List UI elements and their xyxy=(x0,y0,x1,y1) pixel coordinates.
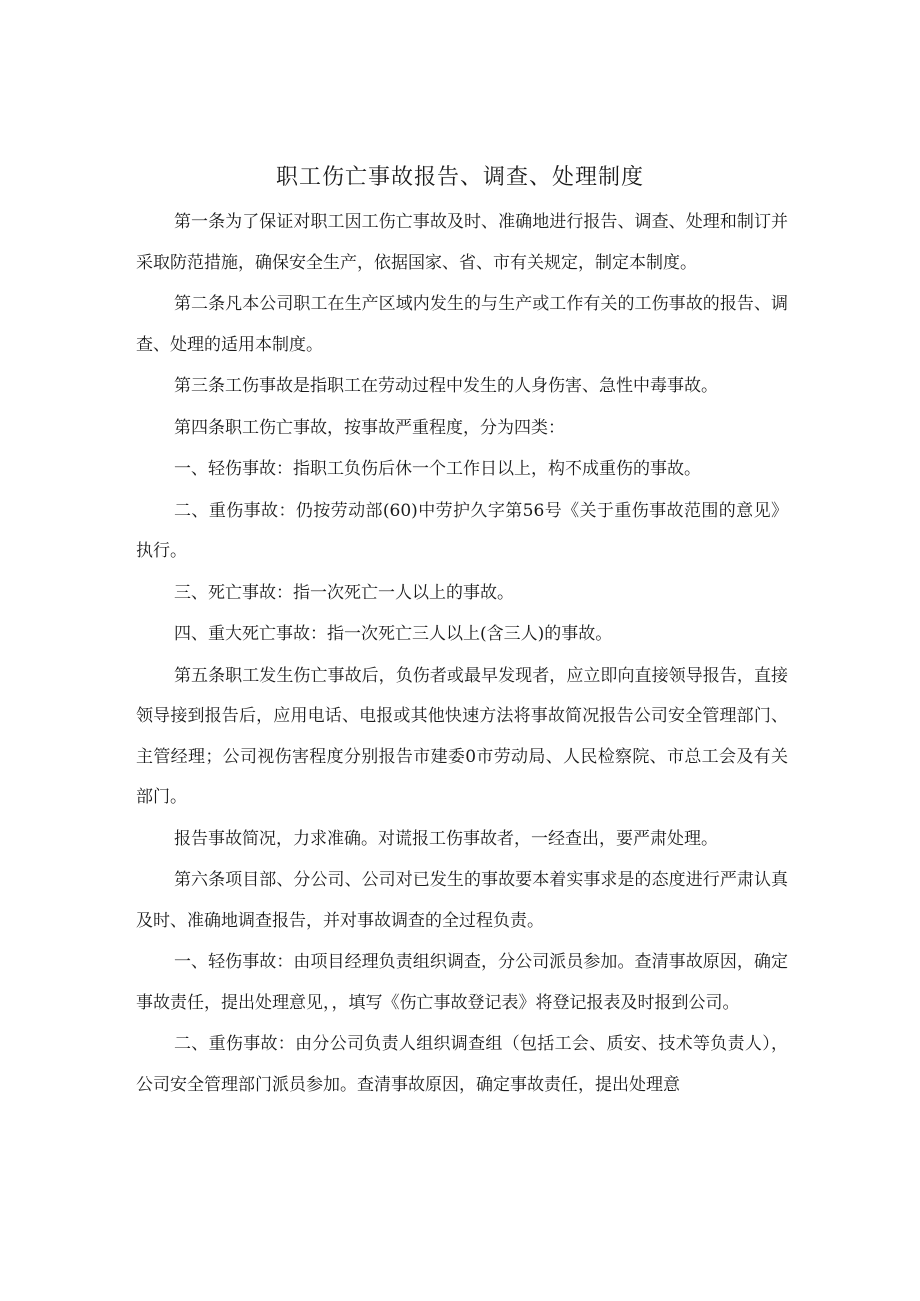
article-5-paragraph: 第五条职工发生伤亡事故后，负伤者或最早发现者，应立即向直接领导报告，直接领导接到报告后，应用电话、电报或其他快速方法将事故简况报告公司安全管理部门、主管经理；公司视伤害程度分别报告市建委0市劳动局、人民检察院、市总工会及有关部门。 xyxy=(136,665,788,807)
article-6-item-1: 一、轻伤事故：由项目经理负责组织调查，分公司派员参加。查清事故原因，确定事故责任，提出处理意见，，填写《伤亡事故登记表》将登记报表及时报到公司。 xyxy=(136,952,788,1013)
article-3-paragraph: 第三条工伤事故是指职工在劳动过程中发生的人身伤害、急性中毒事故。 xyxy=(174,376,718,396)
article-6-item-2: 二、重伤事故：由分公司负责人组织调查组（包括工会、质安、技术等负责人），公司安全管理部门派员参加。查清事故原因，确定事故责任，提出处理意 xyxy=(136,1034,788,1095)
article-5-note: 报告事故简况，力求准确。对谎报工伤事故者，一经查出，要严肃处理。 xyxy=(174,828,718,849)
article-4-item-3: 三、死亡事故：指一次死亡一人以上的事故。 xyxy=(174,582,514,603)
document-body xyxy=(136,202,788,1106)
article-4-item-1: 一、轻伤事故：指职工负伤后休一个工作日以上，构不成重伤的事故。 xyxy=(174,459,701,479)
article-1-paragraph: 第一条为了保证对职工因工伤亡事故及时、准确地进行报告、调查、处理和制订并采取防范措施，确保安全生产，依据国家、省、市有关规定，制定本制度。 xyxy=(136,212,788,273)
article-4-paragraph: 第四条职工伤亡事故，按事故严重程度，分为四类： xyxy=(174,417,565,438)
article-4-item-4: 四、重大死亡事故：指一次死亡三人以上(含三人)的事故。 xyxy=(174,624,613,644)
article-2-paragraph: 第二条凡本公司职工在生产区域内发生的与生产或工作有关的工伤事故的报告、调查、处理的适用本制度。 xyxy=(136,294,788,355)
document-title: 职工伤亡事故报告、调查、处理制度 xyxy=(275,165,644,190)
article-6-paragraph: 第六条项目部、分公司、公司对已发生的事故要本着实事求是的态度进行严肃认真及时、准确地调查报告，并对事故调查的全过程负责。 xyxy=(136,870,788,931)
article-4-item-2: 二、重伤事故：仍按劳动部(60)中劳护久字第56号《关于重伤事故范围的意见》执行。 xyxy=(136,500,788,561)
